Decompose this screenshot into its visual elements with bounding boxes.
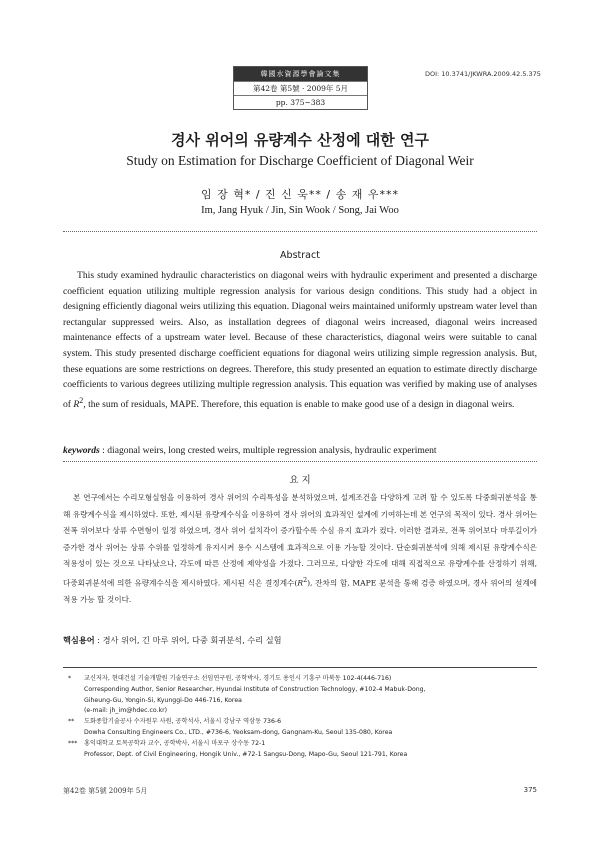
- footnote-line: (e-mail: jh_im@hdec.co.kr): [84, 707, 168, 715]
- footnote-second-author: [68, 717, 533, 739]
- r-squared-symbol: R: [73, 398, 80, 410]
- authors-english: Im, Jang Hyuk / Jin, Sin Wook / Song, Jai Woo: [201, 205, 399, 216]
- summary-r-symbol: R: [297, 578, 304, 588]
- footnote-mark: ***: [68, 739, 78, 747]
- footnote-corresponding-author: [68, 674, 533, 717]
- footer-issue: 第42卷 第5號 2009年 5月: [63, 787, 148, 795]
- keywords-text: diagonal weirs, long crested weirs, multiple regression analysis, hydraulic experiment: [107, 445, 437, 456]
- divider: [63, 231, 537, 232]
- footnote-mark: *: [68, 675, 72, 682]
- abstract-text-end: , the sum of residuals, MAPE. Therefore, this equation is enable to make good use of a design in diagonal weirs.: [83, 398, 515, 410]
- summary-r-exponent: 2: [303, 576, 308, 584]
- footnote-third-author: [68, 739, 533, 761]
- footnote-line: 교신저자, 현대건설 기술개발원 기술연구소 선임연구원, 공학박사, 경기도 용인시 기흥구 마북동 102-4(446-716): [84, 675, 392, 682]
- footnote-line: Dowha Consulting Engineers Co., LTD., #736-6, Yeoksam-dong, Gangnam-Ku, Seoul 135-080, Korea: [84, 728, 393, 736]
- summary-text-end: ), 잔차의 합, MAPE 분석을 통해 검증 하였으며, 경사 위어의 설계에 적용 가능 할 것이다.: [63, 578, 537, 604]
- footnotes: [68, 674, 533, 760]
- summary-text: 본 연구에서는 수리모형실험을 이용하여 경사 위어의 수리특성을 분석하였으며, 설계조건을 다양하게 고려 할 수 있도록 다중회귀분석을 통해 유량계수식을 제시하였다. 또한, 제시된 유량계수식을 이용하여 경사 위어의 효과적인 설계에 기여하는데 본 연구의 목적이 있다. 경사 위어는 전폭 위어보다 상류 수면형이 일정 하였으며, 경사 위어 설치각이 증가할수록 수심 유지 효과가 컸다. 이러한 결과로, 전폭 위어보다 마루길이가 증가한 경사 위어는 상류 수위를 일정하게 유지시켜 용수 시스템에 효과적으로 이용 가능할 것이다. 단순회귀분석에 의해 제시된 유량계수식은 적용성이 있는 것으로 나타났으나, 각도에 따른 산정에 제약성을 가졌다. 그러므로, 다양한 각도에 대해 직접적으로 유량계수를 산정하기 위해, 다중회귀분석에 의한 유량계수식을 제시하였다. 제시된 식은 결정계수(: [63, 493, 537, 588]
- footnote-line: 도화종합기술공사 수자원부 사원, 공학석사, 서울시 강남구 역삼동 736-6: [84, 718, 282, 726]
- keywords-korean-label: 핵심용어: [63, 635, 95, 645]
- journal-name: 韓國水資源學會論文集: [234, 67, 367, 81]
- abstract-body: [63, 268, 537, 413]
- keywords-korean-text: 경사 위어, 긴 마루 위어, 다중 회귀분석, 수리 실험: [102, 635, 282, 645]
- journal-masthead: [233, 66, 368, 110]
- footnote-line: Corresponding Author, Senior Researcher, Hyundai Institute of Construction Technology, #102-4 Mabuk-Dong,: [84, 685, 426, 693]
- footnote-line: Professor, Dept. of Civil Engineering, Hongik Univ., #72-1 Sangsu-Dong, Mapo-Gu, Seoul 121-791, Korea: [84, 750, 408, 758]
- r-squared-exponent: 2: [79, 395, 84, 405]
- paper-title-korean: 경사 위어의 유량계수 산정에 대한 연구: [171, 131, 429, 149]
- footnote-mark: **: [68, 718, 75, 726]
- journal-volume: 第42卷 第5號 · 2009年 5月: [234, 81, 367, 95]
- keywords-korean-separator: :: [94, 635, 103, 645]
- keywords-label: keywords: [63, 445, 100, 456]
- keywords-line: [63, 445, 537, 456]
- footnote-line: 홍익대학교 토목공학과 교수, 공학박사, 서울시 마포구 상수동 72-1: [84, 739, 266, 747]
- keywords-separator: :: [99, 445, 108, 456]
- abstract-text: This study examined hydraulic characteristics on diagonal weirs with hydraulic experiment and presented a discharge coefficient equation utilizing multiple regression analysis for various design conditions. This study had a object in designing efficiently diagonal weirs utilizing this equation. Diagonal weirs maintained uniformly upstream water level than rectangular suppressed weirs. Also, as installation degrees of diagonal weirs increased, diagonal weirs increased maintenance effects of a upstream water level. Because of these characteristics, diagonal weirs were suitable to canal system. This study presented discharge coefficient equations for diagonal weirs utilizing simple regression analysis. But, these equations are some restrictions on degrees. Therefore, this study presented an equation to estimate directly discharge coefficients to various degrees utilizing multiple regression analysis. This equation was verified by making use of analyses of: [63, 270, 537, 410]
- page-number: 375: [523, 786, 537, 794]
- journal-pages: pp. 375~383: [234, 95, 367, 109]
- footnote-rule: [63, 667, 537, 668]
- summary-heading: 요 지: [289, 475, 311, 486]
- abstract-heading: Abstract: [280, 250, 320, 261]
- footnote-line: Giheung-Gu, Yongin-Si, Kyunggi-Do 446-716, Korea: [84, 696, 242, 704]
- paper-title-english: Study on Estimation for Discharge Coefficient of Diagonal Weir: [126, 153, 474, 168]
- divider: [63, 461, 537, 462]
- authors-korean: 임 장 혁* / 진 신 욱** / 송 재 우***: [200, 188, 399, 201]
- summary-body: [63, 490, 537, 608]
- keywords-korean-line: [63, 635, 537, 646]
- doi-label: DOI: 10.3741/JKWRA.2009.42.5.375: [425, 70, 541, 78]
